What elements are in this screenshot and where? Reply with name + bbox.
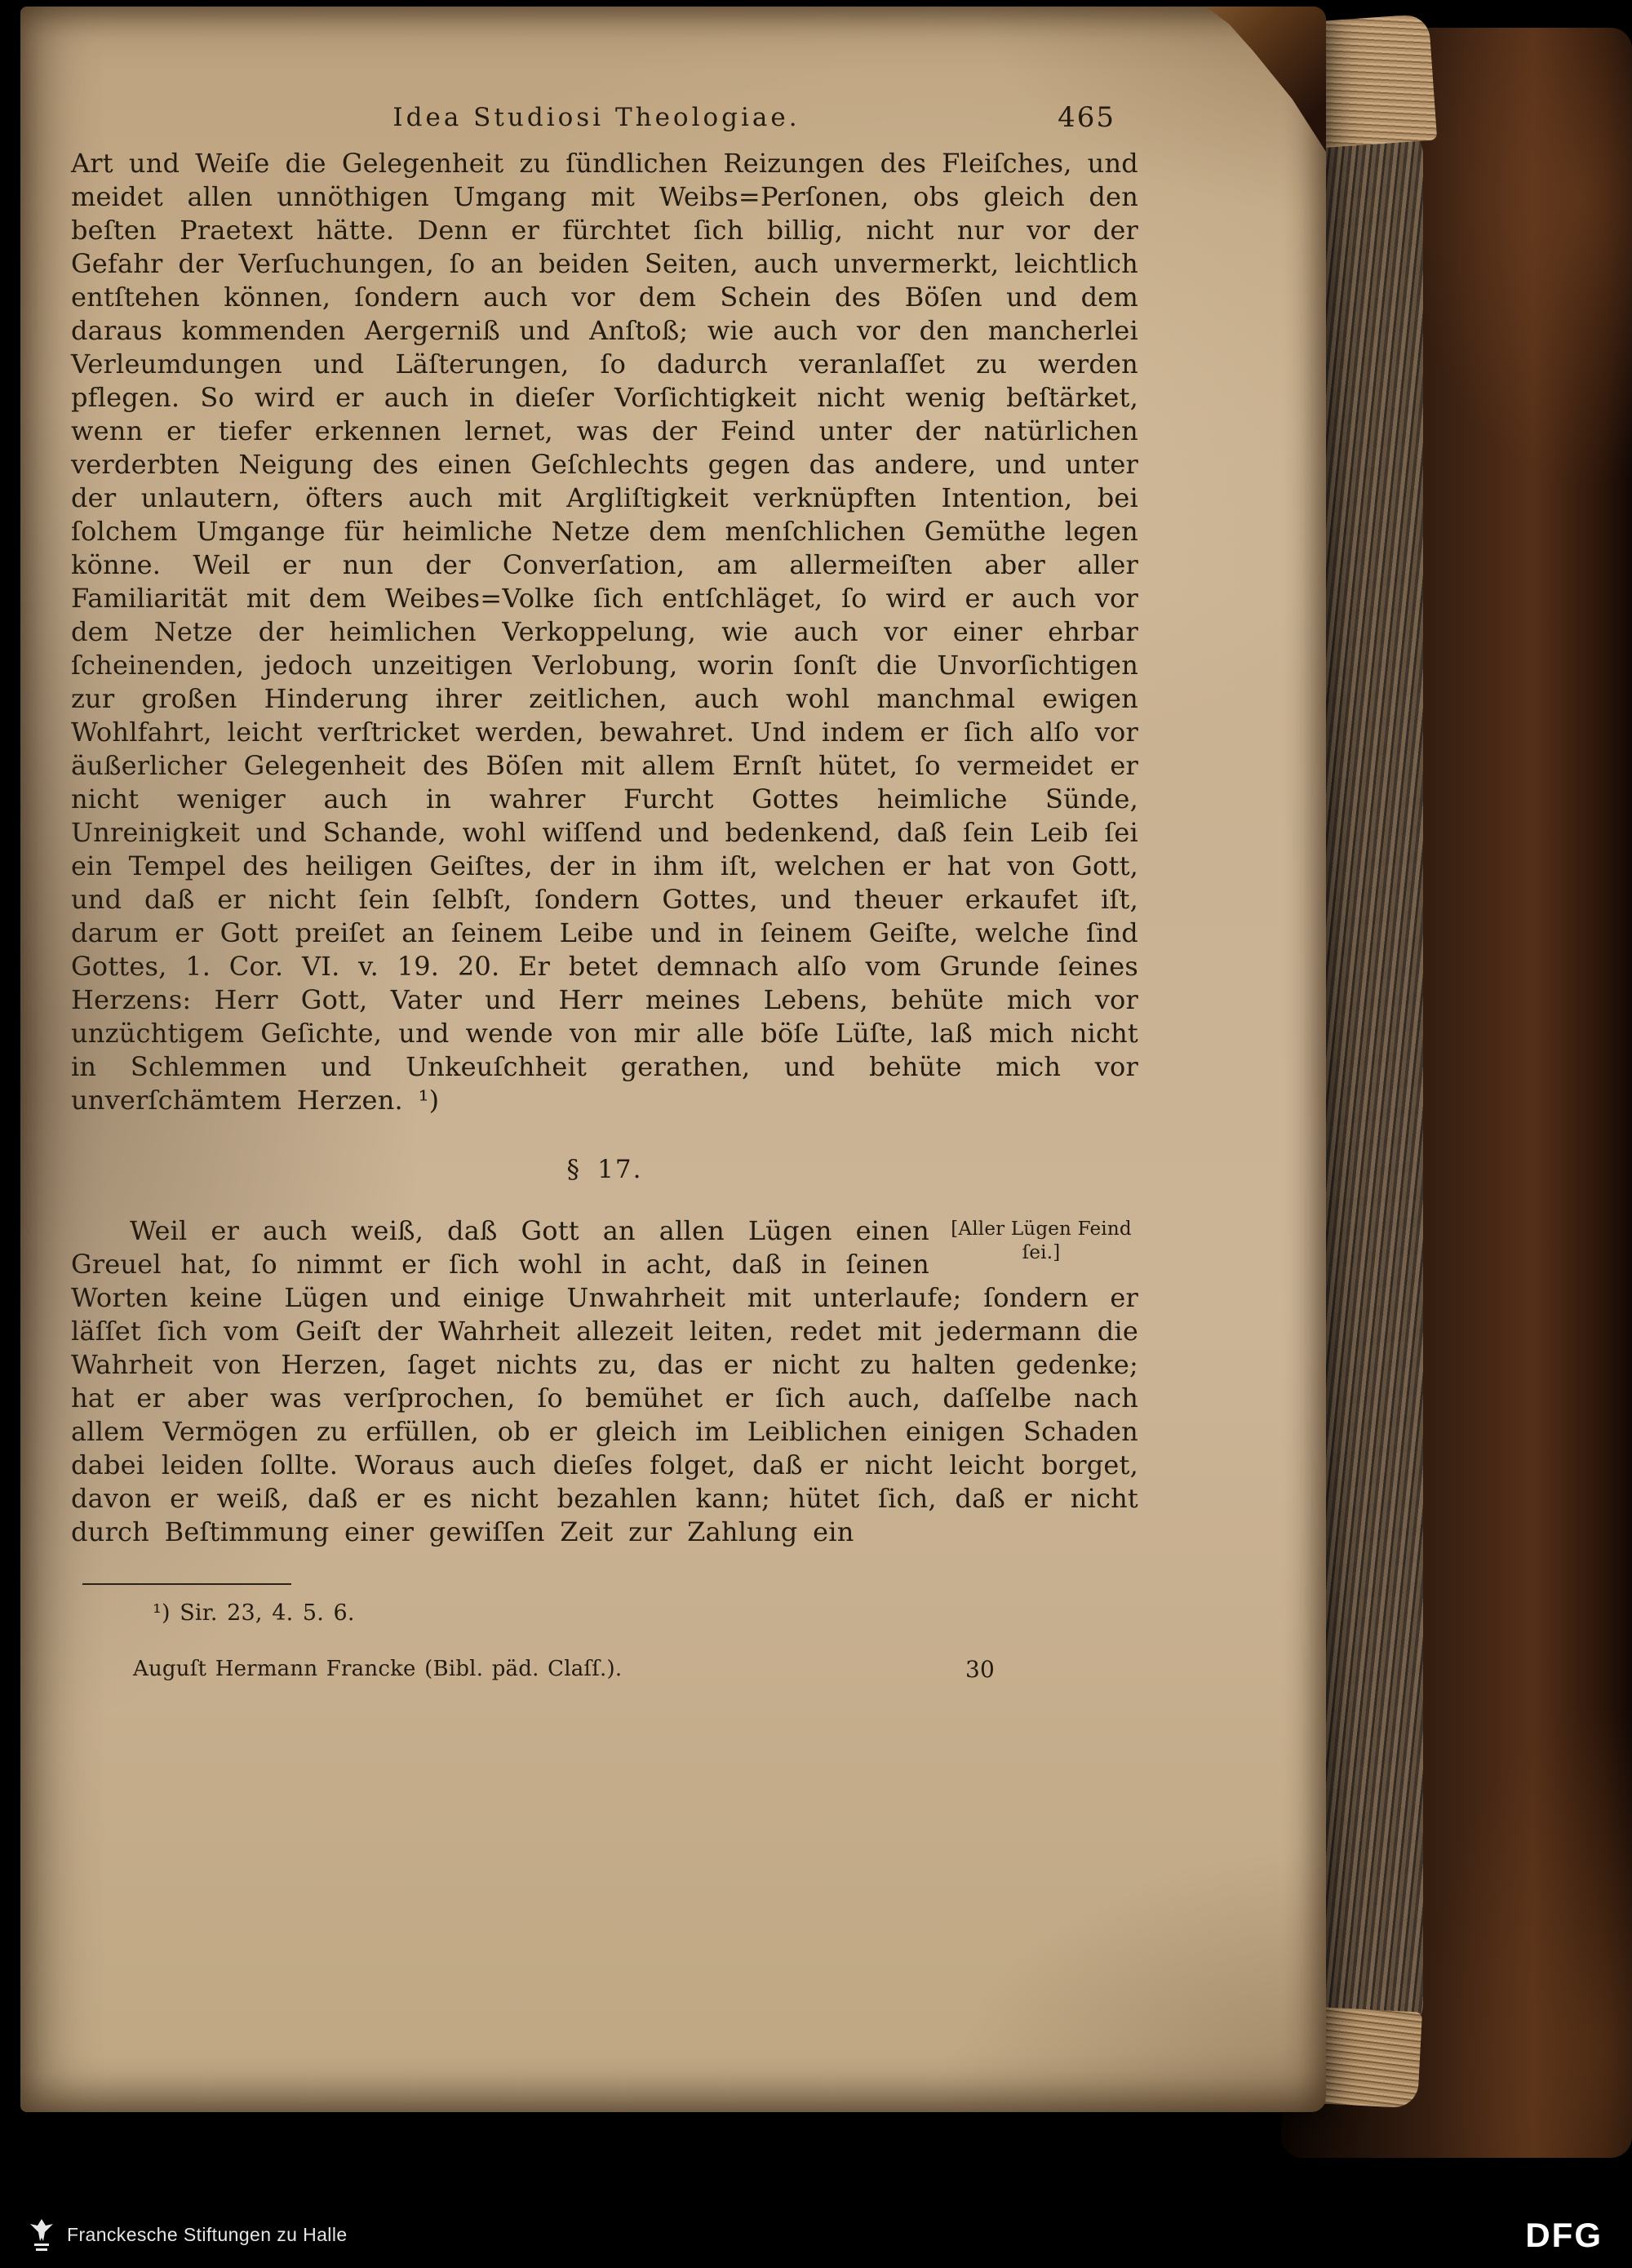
paragraph-2-block xyxy=(71,1214,1138,1549)
paragraph-1: Art und Weiſe die Gelegenheit zu ſündlichen Reizungen des Fleiſches, und meidet allen unnöthigen Umgang mit Weibs=Perſonen, obs gleich den beſten Praetext hätte. Denn er fürchtet ſich billig, nicht nur vor der Gefahr der Verſuchungen, ſo an beiden Seiten, auch unvermerkt, leichtlich entſtehen können, ſondern auch vor dem Schein des Böſen und dem daraus kommenden Aergerniß und Anſtoß; wie auch vor den mancherlei Verleumdungen und Läſterungen, ſo dadurch veranlaſſet zu werden pflegen. So wird er auch in dieſer Vorſichtigkeit nicht wenig beſtärket, wenn er tiefer erkennen lernet, was der Feind unter der natürlichen verderbten Neigung des einen Geſchlechts gegen das andere, und unter der unlautern, öfters auch mit Argliſtigkeit verknüpften Intention, bei ſolchem Umgange für heimliche Netze dem menſchlichen Gemüthe legen könne. Weil er nun der Converſation, am allermeiſten aber aller Familiarität mit dem Weibes=Volke ſich entſchläget, ſo wird er auch vor dem Netze der heimlichen Verkoppelung, wie auch vor einer ehrbar ſcheinenden, jedoch unzeitigen Verlobung, worin ſonſt die Unvorſichtigen zur großen Hinderung ihrer zeitlichen, auch wohl manchmal ewigen Wohlfahrt, leicht verſtricket werden, bewahret. Und indem er ſich alſo vor äußerlicher Gelegenheit des Böſen mit allem Ernſt hütet, ſo vermeidet er nicht weniger auch in wahrer Furcht Gottes heimliche Sünde, Unreinigkeit und Schande, wohl wiſſend und bedenkend, daß ſein Leib ſei ein Tempel des heiligen Geiſtes, der in ihm iſt, welchen er hat von Gott, und daß er nicht ſein ſelbſt, ſondern Gottes, und theuer erkaufet iſt, darum er Gott preiſet an ſeinem Leibe und in ſeinem Geiſte, welche ſind Gottes, 1. Cor. VI. v. 19. 20. Er betet demnach alſo vom Grunde ſeines Herzens: Herr Gott, Vater und Herr meines Lebens, behüte mich vor unzüchtigem Geſichte, und wende von mir alle böſe Lüſte, laß mich nicht in Schlemmen und Unkeuſchheit gerathen, und behüte mich vor unverſchämtem Herzen. ¹) xyxy=(71,148,1138,1116)
text-column xyxy=(71,147,1138,1686)
franckesche-stiftungen-logo-icon xyxy=(29,2218,54,2252)
library-name: Franckesche Stiftungen zu Halle xyxy=(67,2224,348,2245)
footnote: ¹) Sir. 23, 4. 5. 6. xyxy=(153,1600,355,1626)
imprint: Auguſt Hermann Francke (Bibl. päd. Claſſ.). xyxy=(133,1657,623,1681)
dfg-logo: DFG xyxy=(1525,2215,1603,2254)
running-title: Idea Studiosi Theologiae. xyxy=(392,103,800,132)
paragraph-2: Weil er auch weiß, daß Gott an allen Lügen einen Greuel hat, ſo nimmt er ſich wohl in acht, daß in ſeinen Worten keine Lügen und einige Unwahrheit mit unterlaufe; ſondern er läſſet ſich vom Geiſt der Wahrheit allezeit leiten, redet mit jedermann die Wahrheit von Herzen, ſaget nichts zu, das er nicht zu halten gedenke; hat er aber was verſprochen, ſo bemühet er ſich auch, daſſelbe nach allem Vermögen zu erfüllen, ob er gleich im Leiblichen einigen Schaden dabei leiden ſollte. Woraus auch dieſes folget, daß er nicht leicht borget, davon er weiß, daß er es nicht bezahlen kann; hütet ſich, daß er nicht durch Beſtimmung einer gewiſſen Zeit zur Zahlung ein xyxy=(71,1215,1138,1547)
running-head xyxy=(71,103,1138,140)
viewer-bar xyxy=(0,2202,1632,2268)
book-page xyxy=(20,7,1326,2112)
margin-note: [Aller Lügen Feind ſei.] xyxy=(951,1218,1132,1263)
library-brand xyxy=(29,2218,348,2252)
page-number: 465 xyxy=(1058,101,1115,134)
footnote-rule xyxy=(82,1583,291,1585)
sheet-number: 30 xyxy=(965,1656,996,1683)
torn-corner xyxy=(1159,7,1326,152)
section-heading: § 17. xyxy=(566,1155,643,1184)
footer-line xyxy=(71,1653,1138,1686)
